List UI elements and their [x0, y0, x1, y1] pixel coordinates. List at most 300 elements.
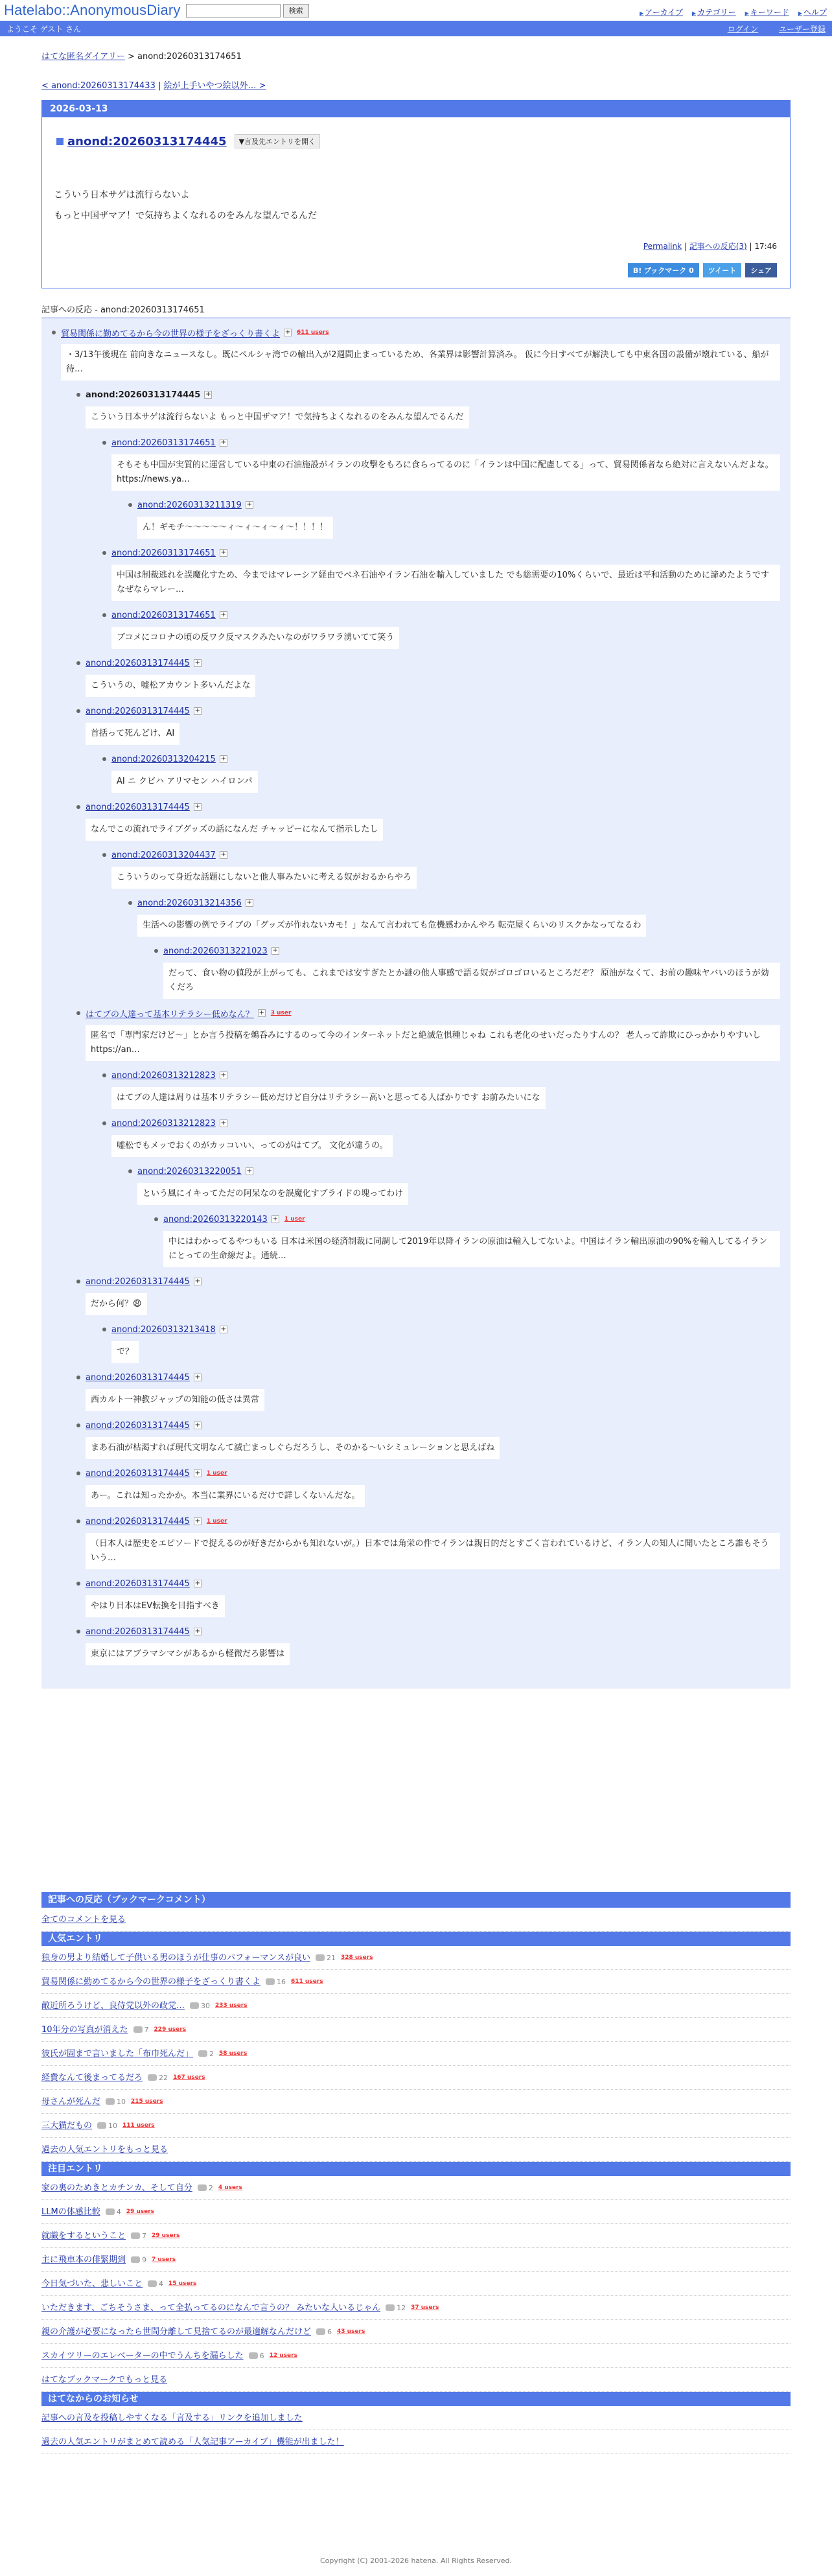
- trackback-body: だから何？😩: [86, 1293, 147, 1315]
- users-count-badge[interactable]: 37 users: [411, 2304, 439, 2311]
- trackback-node: [76, 1419, 780, 1467]
- comment-bubble-icon: [148, 2074, 157, 2081]
- trackback-body: AI ニ クビハ アリマセン ハイロンパ: [111, 771, 258, 793]
- bullet-icon: [76, 1423, 80, 1427]
- comment-bubble-icon: [133, 2026, 143, 2033]
- entry-list-item: [41, 2272, 791, 2296]
- bullet-icon: [76, 709, 80, 713]
- trackback-body: こういうの、嘘松アカウント多いんだよな: [86, 675, 255, 697]
- expand-icon[interactable]: +: [220, 1119, 227, 1127]
- nav-archive[interactable]: ▶ アーカイブ: [640, 6, 683, 18]
- trackback-node: [154, 1213, 780, 1275]
- users-count-badge[interactable]: 29 users: [152, 2232, 180, 2239]
- search-input[interactable]: [186, 4, 281, 18]
- users-count-badge[interactable]: 215 users: [131, 2098, 163, 2105]
- expand-icon[interactable]: +: [272, 1215, 279, 1223]
- welcome-text: ようこそ ゲスト さん: [6, 24, 82, 34]
- entry-header: [42, 117, 790, 148]
- users-count-badge[interactable]: 7 users: [152, 2256, 176, 2263]
- trackback-body: という風にイキってただの阿呆なのを誤魔化すブライドの塊ってわけ: [137, 1183, 408, 1205]
- trackback-body: 生活への影響の例でライブの「グッズが作れないカモ！」なんて言われても危機感わかんやろ 転売屋くらいのリスクかなってなるわ: [137, 915, 646, 937]
- welcome-bar: [0, 21, 832, 36]
- users-count-badge[interactable]: 1 user: [206, 1518, 227, 1525]
- expand-icon[interactable]: +: [246, 1167, 253, 1175]
- comment-count[interactable]: [190, 1994, 210, 2018]
- breadcrumb: [41, 49, 791, 62]
- comment-count-text: 21: [326, 1953, 336, 1962]
- bullet-icon: [76, 393, 80, 397]
- comment-bubble-icon: [249, 2352, 258, 2359]
- expand-icon[interactable]: +: [220, 549, 227, 556]
- footer: Copyright (C) 2001-2026 hatena. All Rights Reserved.: [320, 2557, 512, 2565]
- bullet-icon: [102, 613, 106, 617]
- users-count-badge[interactable]: 111 users: [122, 2122, 155, 2129]
- trackback-title-link[interactable]: anond:20260313174445: [86, 1578, 190, 1589]
- comment-count[interactable]: [316, 1946, 336, 1970]
- trackback-node-header: [102, 753, 780, 766]
- comment-bubble-icon: [316, 1954, 325, 1961]
- trackback-node: [76, 1371, 780, 1419]
- entry-list-link[interactable]: 経費なんて後まってるだろ: [41, 2072, 143, 2083]
- entry-footer: Permalink | 記事への反応(3) | 17:46: [643, 242, 777, 251]
- users-count-badge[interactable]: 167 users: [173, 2074, 205, 2081]
- expand-icon[interactable]: +: [284, 329, 291, 336]
- comment-count-text: 4: [116, 2207, 121, 2216]
- users-count-badge[interactable]: 1 user: [206, 1470, 227, 1477]
- users-count-badge[interactable]: 1 user: [284, 1216, 305, 1223]
- expand-icon[interactable]: +: [194, 1580, 201, 1587]
- tweet-button[interactable]: ツイート: [703, 263, 741, 277]
- comment-bubble-icon: [190, 2002, 199, 2009]
- trackback-title-link[interactable]: anond:20260313174651: [111, 438, 216, 448]
- trackback-body: まあ石油が枯渇すれば現代文明なんて滅亡まっしぐらだろうし、そのかる〜いシミュレーションと思えばね: [86, 1437, 500, 1459]
- facebook-share-button[interactable]: シェア: [745, 263, 777, 277]
- trackback-node-header: [102, 436, 780, 449]
- entry-list-item: [41, 2320, 791, 2344]
- entry-title[interactable]: anond:20260313174445: [67, 134, 227, 148]
- trackback-body: 中にはわかってるやつもいる 日本は米国の経済制裁に同調して2019年以降イランの原油は輸入してないよ。中国はイラン輸出原油の90%を輸入してるイランにとっての生命線だよ。通続…: [163, 1231, 780, 1267]
- users-count-badge[interactable]: 611 users: [291, 1978, 323, 1985]
- entry-list-link[interactable]: 家の裏のためきとカチンカ、そして自分: [41, 2183, 192, 2193]
- breadcrumb-current: anond:20260313174651: [137, 52, 242, 62]
- bullet-icon: [102, 757, 106, 761]
- news-item: [41, 2406, 791, 2430]
- trackback-body: だって、食い物の値段が上がっても、これまでは安すぎたとか謎の他人事感で語る奴がゴロゴロいるところだぞ？ 原油がなくて、お前の趣味ヤバいのほうが効くだろ: [163, 963, 780, 999]
- trackback-node: [102, 546, 780, 609]
- comment-count[interactable]: [97, 2114, 117, 2138]
- bullet-icon: [154, 949, 158, 953]
- trackback-title-link[interactable]: anond:20260313174445: [86, 1372, 190, 1383]
- nav-help[interactable]: ▶ ヘルプ: [798, 6, 827, 18]
- entry-list-item: [41, 2224, 791, 2248]
- trackback-title-link[interactable]: anond:20260313213418: [111, 1324, 216, 1335]
- users-count-badge[interactable]: 12 users: [269, 2352, 297, 2359]
- trackback-body: 中国は制裁逃れを誤魔化すため、今まではマレーシア経由でベネ石油やイラン石油を輸入していました でも総需要の10%くらいで、最近は平和活動のために諦めたようです なぜならマレー…: [111, 565, 780, 601]
- trackback-node-header: [76, 388, 780, 401]
- entry-list-item: [41, 2248, 791, 2272]
- trackback-body: そもそも中国が実質的に運営している中東の石油施設がイランの攻撃をもろに食らってるのに「イランは中国に配慮してる」って、貿易関係者なら絶対に言えないんだよな。 https://news.ya…: [111, 454, 780, 491]
- news-link[interactable]: 記事への言及を投稿しやすくなる「言及する」リンクを追加しました: [41, 2413, 303, 2423]
- comment-count[interactable]: [131, 2248, 146, 2272]
- trackback-title-link[interactable]: anond:20260313214356: [137, 898, 242, 908]
- news-item: [41, 2430, 791, 2454]
- trackback-title-link[interactable]: 貿易関係に勤めてるから今の世界の様子をざっくり書くよ: [61, 329, 281, 339]
- bookmark-button[interactable]: B! ブックマーク 0: [628, 263, 699, 277]
- bullet-icon: [128, 503, 132, 507]
- trackback-title-link[interactable]: anond:20260313212823: [111, 1070, 216, 1081]
- entry-date: 2026-03-13: [42, 100, 790, 117]
- bullet-icon: [154, 1217, 158, 1221]
- bullet-icon: [76, 1582, 80, 1586]
- share-bar: [42, 252, 790, 288]
- trackback-body: あー。これは知ったかか。本当に業界にいるだけで詳しくないんだな。: [86, 1485, 365, 1507]
- trackback-title-link[interactable]: anond:20260313221023: [163, 946, 268, 956]
- comment-count-text: 12: [397, 2303, 406, 2312]
- bookmark-comments-header: 記事への反応（ブックマークコメント）: [41, 1892, 791, 1908]
- site-logo[interactable]: Hatelabo::AnonymousDiary: [4, 2, 181, 18]
- users-count-badge[interactable]: 29 users: [126, 2208, 155, 2215]
- comment-count-text: 7: [144, 2025, 149, 2034]
- open-referenced-button[interactable]: ▼言及先エントリを開く: [235, 134, 320, 148]
- trackback-body: なんでこの流れでライブグッズの話になんだ チャッピーになんて指示したし: [86, 819, 383, 841]
- prev-entry-link[interactable]: < anond:20260313174433: [41, 81, 156, 91]
- comment-count[interactable]: [131, 2224, 146, 2248]
- comment-bubble-icon: [386, 2304, 395, 2311]
- entry-box: [41, 100, 791, 288]
- entry-list-item: [41, 2090, 791, 2114]
- trackback-body: やはり日本はEV転換を目指すべき: [86, 1595, 225, 1617]
- trackback-node-header: [154, 944, 780, 957]
- trackback-node: [76, 1577, 780, 1625]
- trackback-node-header: [102, 1069, 780, 1082]
- popular-more-link[interactable]: 過去の人気エントリをもっと見る: [41, 2144, 168, 2155]
- trackback-node-header: [52, 326, 780, 339]
- comment-count-text: 7: [142, 2231, 147, 2240]
- noteworthy-more-link[interactable]: はてなブックマークでもっと見る: [41, 2374, 168, 2385]
- comment-bubble-icon: [106, 2208, 115, 2215]
- entry-list-link[interactable]: スカイツリーのエレベーターの中でうんちを漏らした: [41, 2350, 244, 2361]
- users-count-badge[interactable]: 3 user: [270, 1010, 292, 1016]
- comment-count[interactable]: [148, 2272, 163, 2296]
- trackback-node-header: [76, 1625, 780, 1638]
- trackback-title-link[interactable]: anond:20260313174445: [86, 390, 201, 400]
- top-nav: [640, 6, 827, 18]
- trackback-node-header: [76, 1577, 780, 1590]
- trackback-node: [128, 896, 780, 944]
- trackback-node-header: [154, 1213, 780, 1226]
- breadcrumb-sep: >: [124, 52, 138, 62]
- comment-bubble-icon: [198, 2050, 207, 2057]
- trackback-node: [102, 1323, 780, 1371]
- trackback-body: 嘘松でもメッでおくのがカッコいい、ってのがはてブ。 文化が違うの。: [111, 1135, 393, 1157]
- trackback-node-header: [76, 1515, 780, 1528]
- comment-count-text: 6: [259, 2351, 264, 2360]
- expand-icon[interactable]: +: [194, 1517, 201, 1525]
- trackback-title-link[interactable]: anond:20260313174651: [111, 548, 216, 558]
- news-header: はてなからのお知らせ: [41, 2392, 791, 2406]
- nav-category[interactable]: ▶ カテゴリー: [692, 6, 736, 18]
- noteworthy-header: 注目エントリ: [41, 2162, 791, 2176]
- news-link[interactable]: 過去の人気エントリがまとめて読める「人気記事アーカイブ」機能が出ました！: [41, 2437, 344, 2447]
- trackback-node-header: [102, 609, 780, 622]
- register-link[interactable]: ユーザー登録: [778, 24, 826, 34]
- trackback-node: [76, 657, 780, 705]
- trackback-title-link[interactable]: anond:20260313174445: [86, 1468, 190, 1479]
- entry-list-item: [41, 1946, 791, 1970]
- trackback-body: （日本人は歴史をエピソードで捉えるのが好きだからかも知れないが。）日本では角栄の件でイランは親日的だとすごく言われているけど、イラン人の知人に聞いたところ誰もそういう…: [86, 1533, 780, 1569]
- entry-list-link[interactable]: 三大猫だもの: [41, 2120, 93, 2131]
- trackback-node: [76, 1515, 780, 1577]
- trackback-node: [76, 1007, 780, 1069]
- comment-count-text: 10: [117, 2097, 126, 2106]
- permalink[interactable]: Permalink: [643, 242, 682, 251]
- all-comments-link[interactable]: 全てのコメントを見る: [41, 1914, 126, 1925]
- expand-icon[interactable]: +: [194, 659, 201, 666]
- trackback-title-link[interactable]: anond:20260313174445: [86, 1626, 190, 1637]
- trackback-body: 首括って死んどけ、AI: [86, 723, 179, 745]
- bullet-icon: [76, 805, 80, 809]
- comment-count-text: 6: [327, 2327, 332, 2336]
- bullet-icon: [76, 1519, 80, 1523]
- trackback-title-link[interactable]: anond:20260313174445: [86, 706, 190, 716]
- trackback-node-header: [128, 498, 780, 511]
- trackback-title-link[interactable]: anond:20260313220051: [137, 1166, 242, 1177]
- trackback-body: こういう日本サゲは流行らないよ もっと中国ザマア！で気持ちよくなれるのをみんな望んでるんだ: [86, 406, 469, 428]
- entry-list-link[interactable]: 今日気づいた、悲しいこと: [41, 2278, 143, 2289]
- popular-header: 人気エントリ: [41, 1932, 791, 1946]
- expand-icon[interactable]: +: [259, 1009, 264, 1016]
- trackback-title-link[interactable]: anond:20260313174445: [86, 1516, 190, 1527]
- expand-icon[interactable]: +: [220, 439, 227, 446]
- comment-count[interactable]: [133, 2018, 149, 2042]
- trackback-body: で？: [111, 1341, 139, 1363]
- popular-more-row: [41, 2138, 791, 2162]
- trackback-title-link[interactable]: anond:20260313174445: [86, 802, 190, 812]
- users-count-badge[interactable]: 229 users: [154, 2026, 187, 2033]
- comment-count-text: 2: [209, 2049, 214, 2058]
- comment-count[interactable]: [316, 2320, 332, 2344]
- entry-list-link[interactable]: 彼氏が固まで言いました「布巾死んだ」: [41, 2048, 194, 2059]
- comment-bubble-icon: [106, 2098, 115, 2105]
- entry-list-item: [41, 2296, 791, 2320]
- trackback-node: [52, 326, 780, 388]
- bullet-icon: [76, 1011, 80, 1015]
- trackback-node-header: [76, 657, 780, 670]
- trackback-node: [102, 1117, 780, 1165]
- trackback-title-link[interactable]: はてブの人達って基本リテラシー低めなん？: [86, 1009, 254, 1020]
- expand-icon[interactable]: +: [194, 1278, 201, 1285]
- popular-list: [41, 1946, 791, 2138]
- top-bar: [0, 0, 832, 21]
- entry-body: [42, 148, 790, 226]
- trackback-node-header: [102, 546, 780, 559]
- trackback-node-header: [102, 1323, 780, 1336]
- users-count-badge[interactable]: 611 users: [297, 329, 329, 336]
- expand-icon[interactable]: +: [246, 501, 253, 508]
- bullet-icon: [128, 1169, 132, 1173]
- comment-count[interactable]: [198, 2176, 213, 2200]
- comment-count-text: 10: [108, 2121, 118, 2130]
- entry-list-item: [41, 1970, 791, 1994]
- reactions-link[interactable]: 記事への反応(3): [689, 242, 747, 251]
- trackback-node: [102, 609, 780, 657]
- expand-icon[interactable]: +: [194, 1469, 201, 1477]
- noteworthy-list: [41, 2176, 791, 2368]
- trackback-body: 匿名で「専門家だけど〜」とか言う投稿を鵜呑みにするのって今のインターネットだと絶滅危惧種じゃね これも老化のせいだったりすんの？ 老人って詐欺にひっかかりやすいし https://an…: [86, 1025, 780, 1061]
- bullet-icon: [102, 441, 106, 445]
- trackback-body: ・3/13午後現在 前向きなニュースなし。既にペルシャ湾での輸出入が2週間止まっているため、各業界は影響計算済み。 仮に今日すべてが解決しても中東各国の設備が壊れている、船が待…: [61, 344, 780, 381]
- entry-list-link[interactable]: 就職をするということ: [41, 2231, 126, 2241]
- trackback-node-header: [76, 705, 780, 718]
- users-count-badge[interactable]: 15 users: [168, 2280, 197, 2287]
- trackback-title-link[interactable]: anond:20260313174445: [86, 1276, 190, 1287]
- next-entry-link[interactable]: 絵が上手いやつ絵以外… >: [163, 81, 266, 91]
- trackback-body: ブコメにコロナの頃の反ワク反マスクみたいなのがワラワラ湧いてて笑う: [111, 627, 399, 649]
- trackback-body: こういうのって身近な話題にしないと他人事みたいに考える奴がおるからやろ: [111, 867, 417, 889]
- trackback-node: [76, 388, 780, 436]
- entry-list-link[interactable]: 独身の男より結婚して子供いる男のほうが仕事のパフォーマンスが良い: [41, 1952, 310, 1963]
- trackback-node-header: [76, 1419, 780, 1432]
- trackback-node: [76, 1275, 780, 1323]
- entry-list-item: [41, 2176, 791, 2200]
- comment-count-text: 9: [142, 2255, 147, 2264]
- expand-icon[interactable]: +: [246, 899, 253, 906]
- entry-list-item: [41, 2066, 791, 2090]
- entry-list-link[interactable]: 主に飛車本の俳緊期到: [41, 2254, 126, 2265]
- bullet-icon: [102, 1328, 106, 1331]
- comment-bubble-icon: [198, 2184, 207, 2191]
- comment-count[interactable]: [198, 2042, 214, 2066]
- trackback-node-header: [102, 849, 780, 861]
- bullet-icon: [102, 1073, 106, 1077]
- trackback-title-link[interactable]: anond:20260313204437: [111, 850, 216, 860]
- comment-count[interactable]: [249, 2344, 264, 2368]
- bullet-icon: [128, 901, 132, 905]
- expand-icon[interactable]: +: [205, 391, 211, 398]
- comment-count-text: 16: [277, 1977, 286, 1986]
- trackback-title-link[interactable]: anond:20260313174651: [111, 610, 216, 620]
- expand-icon[interactable]: +: [194, 1374, 201, 1381]
- trackback-node: [154, 944, 780, 1007]
- trackback-node: [102, 436, 780, 498]
- comment-bubble-icon: [97, 2122, 106, 2129]
- entry-list-item: [41, 1994, 791, 2018]
- trackback-title-link[interactable]: anond:20260313220143: [163, 1214, 268, 1224]
- trackback-node-header: [128, 896, 780, 909]
- comment-bubble-icon: [148, 2280, 157, 2287]
- entry-list-item: [41, 2018, 791, 2042]
- comment-count-text: 2: [208, 2183, 213, 2192]
- expand-icon[interactable]: +: [194, 707, 201, 714]
- comment-bubble-icon: [131, 2256, 140, 2263]
- comment-count[interactable]: [106, 2200, 121, 2224]
- search-button[interactable]: 検索: [283, 4, 309, 18]
- trackback-header: 記事への反応 - anond:20260313174651: [41, 303, 791, 318]
- expand-icon[interactable]: +: [194, 1422, 201, 1429]
- expand-icon[interactable]: +: [220, 1071, 227, 1079]
- trackback-node-header: [76, 1371, 780, 1384]
- breadcrumb-home[interactable]: はてな匿名ダイアリー: [41, 52, 125, 62]
- expand-icon[interactable]: +: [220, 611, 227, 618]
- login-link[interactable]: ログイン: [727, 24, 759, 34]
- trackback-title-link[interactable]: anond:20260313212823: [111, 1118, 216, 1129]
- expand-icon[interactable]: +: [194, 803, 201, 810]
- entry-square-icon: [56, 138, 64, 145]
- trackback-body: 東京にはアブラマシマシがあるから軽微だろ影響は: [86, 1643, 290, 1665]
- trackback-title-link[interactable]: anond:20260313204215: [111, 754, 216, 764]
- trackback-node: [76, 1625, 780, 1673]
- users-count-badge[interactable]: 58 users: [219, 2050, 248, 2057]
- entry-list-link[interactable]: 母さんが死んだ: [41, 2096, 101, 2107]
- comment-bubble-icon: [266, 1978, 275, 1985]
- bullet-icon: [102, 551, 106, 555]
- trackback-node: [102, 753, 780, 801]
- expand-icon[interactable]: +: [272, 947, 279, 954]
- bullet-icon: [102, 1121, 106, 1125]
- entry-list-item: [41, 2042, 791, 2066]
- trackback-node: [128, 1165, 780, 1213]
- entry-line: もっと中国ザマア！で気持ちよくなれるのをみんな望んでるんだ: [54, 211, 317, 221]
- trackback-node-header: [76, 1007, 780, 1020]
- comment-count-text: 22: [159, 2073, 168, 2082]
- trackback-node: [102, 849, 780, 896]
- comment-count[interactable]: [266, 1970, 286, 1994]
- trackback-tree: [41, 318, 791, 1689]
- trackback-node: [76, 705, 780, 753]
- trackback-title-link[interactable]: anond:20260313174445: [86, 1420, 190, 1431]
- comment-count[interactable]: [386, 2296, 406, 2320]
- trackback-node: [76, 801, 780, 849]
- entry-list-link[interactable]: 貿易関係に勤めてるから今の世界の様子をざっくり書くよ: [41, 1976, 261, 1987]
- users-count-badge[interactable]: 43 users: [337, 2328, 365, 2335]
- pager-sep: |: [155, 81, 164, 91]
- trackback-body: ん！ギモチ〜〜〜〜〜ィ〜ィ〜ィ〜ィ〜！！！！: [137, 517, 333, 539]
- bullet-icon: [76, 661, 80, 665]
- all-comments-row: [41, 1908, 791, 1932]
- trackback-title-link[interactable]: anond:20260313211319: [137, 500, 242, 510]
- trackback-node-header: [76, 1467, 780, 1480]
- expand-icon[interactable]: +: [220, 851, 227, 858]
- users-count-badge[interactable]: 233 users: [215, 2002, 248, 2009]
- expand-icon[interactable]: +: [194, 1628, 201, 1635]
- trackback-node-header: [76, 1275, 780, 1288]
- entry-list-item: [41, 2114, 791, 2138]
- entry-list-link[interactable]: 親の介護が必要になったら世間分離して見捨てるのが最適解なんだけど: [41, 2326, 312, 2337]
- entry-list-link[interactable]: LLMの体感比較: [41, 2207, 100, 2217]
- comment-bubble-icon: [131, 2232, 140, 2239]
- entry-list-item: [41, 2200, 791, 2224]
- users-count-badge[interactable]: 328 users: [340, 1954, 373, 1961]
- trackback-node-header: [102, 1117, 780, 1130]
- nav-keyword[interactable]: ▶ キーワード: [745, 6, 789, 18]
- bullet-icon: [76, 1471, 80, 1475]
- comment-count-text: 30: [201, 2001, 211, 2010]
- trackback-node: [128, 498, 780, 546]
- trackback-node: [102, 1069, 780, 1117]
- trackback-title-link[interactable]: anond:20260313174445: [86, 658, 190, 668]
- comment-count-text: 4: [159, 2279, 164, 2288]
- comment-count[interactable]: [106, 2090, 126, 2114]
- expand-icon[interactable]: +: [220, 755, 227, 762]
- trackback-body: 西カルト一神教ジャップの知能の低さは異常: [86, 1389, 264, 1411]
- entry-list-link[interactable]: 敵近所ろうけど、良侍党以外の政党…: [41, 2000, 185, 2011]
- entry-list-link[interactable]: いただきます、ごちそうさま、って全払ってるのになんで言うの？ みたいな人いるじゃん: [41, 2302, 381, 2313]
- users-count-badge[interactable]: 4 users: [218, 2184, 242, 2191]
- entry-list-link[interactable]: 10年分の写真が消えた: [41, 2024, 128, 2035]
- bullet-icon: [76, 1630, 80, 1633]
- expand-icon[interactable]: +: [220, 1326, 227, 1333]
- comment-count[interactable]: [148, 2066, 168, 2090]
